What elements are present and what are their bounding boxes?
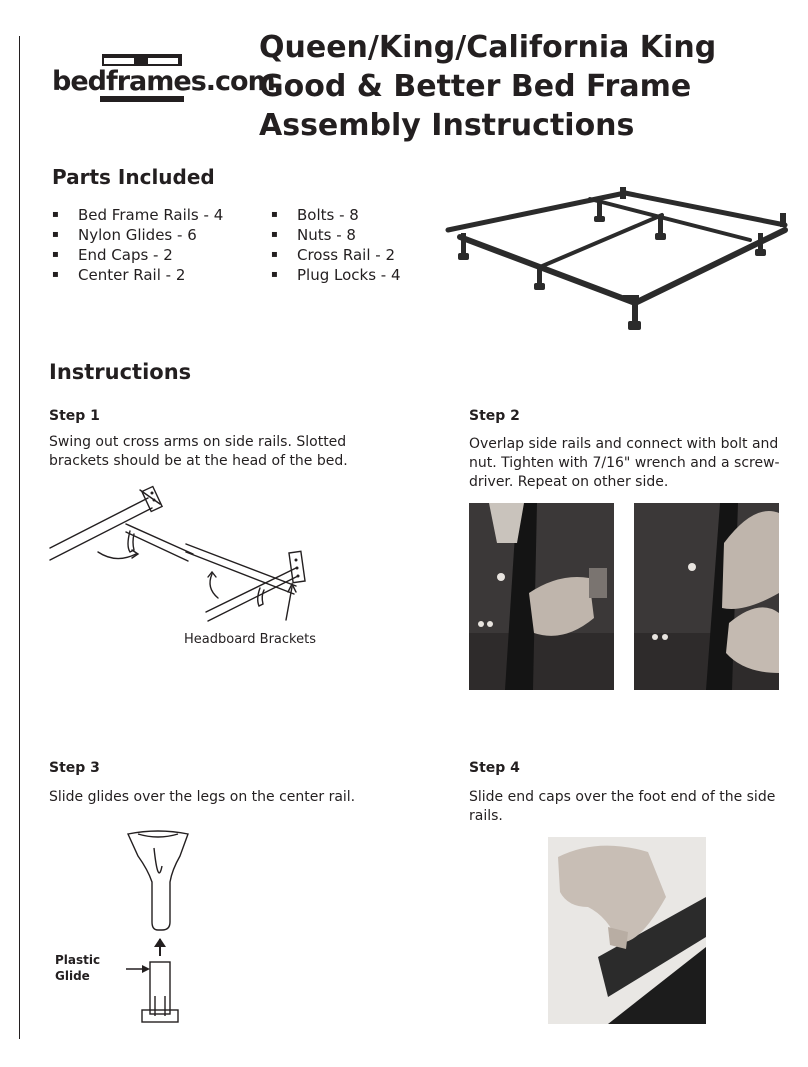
logo-wordmark: bedframes.com bbox=[52, 66, 275, 97]
page-title bbox=[259, 28, 799, 145]
part-item: ▪ Center Rail - 2 bbox=[52, 265, 223, 285]
step1-title: Step 1 bbox=[49, 408, 100, 424]
part-item: ▪ Nylon Glides - 6 bbox=[52, 225, 223, 245]
plastic-glide-label bbox=[55, 952, 100, 984]
step3-diagram bbox=[122, 826, 197, 1031]
part-item: ▪ Bolts - 8 bbox=[271, 205, 401, 225]
step3-text: Slide glides over the legs on the center rail. bbox=[49, 789, 356, 805]
step2-photo-2 bbox=[634, 503, 779, 690]
part-item: ▪ Bed Frame Rails - 4 bbox=[52, 205, 223, 225]
instructions-heading: Instructions bbox=[49, 360, 192, 384]
bed-frame-illustration bbox=[440, 185, 795, 335]
title-line-3: Assembly Instructions bbox=[259, 108, 635, 143]
parts-list-2 bbox=[271, 205, 401, 285]
title-line-1: Queen/King/California King bbox=[259, 30, 717, 65]
step4-title: Step 4 bbox=[469, 760, 520, 776]
part-item: ▪ Nuts - 8 bbox=[271, 225, 401, 245]
headboard-brackets-label: Headboard Brackets bbox=[184, 632, 316, 647]
parts-list-1 bbox=[52, 205, 223, 285]
title-line-2: Good & Better Bed Frame bbox=[259, 69, 692, 104]
step1-text: Swing out cross arms on side rails. Slotted brackets should be at the head of the bed. bbox=[49, 434, 348, 469]
step3-title: Step 3 bbox=[49, 760, 100, 776]
part-item: ▪ Plug Locks - 4 bbox=[271, 265, 401, 285]
step4-text: Slide end caps over the foot end of the side rails. bbox=[469, 789, 776, 824]
step2-title: Step 2 bbox=[469, 408, 520, 424]
step2-photo-1 bbox=[469, 503, 614, 690]
step4-photo bbox=[548, 837, 706, 1024]
margin-rule bbox=[19, 36, 20, 1039]
part-item: ▪ End Caps - 2 bbox=[52, 245, 223, 265]
plastic-glide-label-line1: Plastic bbox=[55, 953, 101, 967]
step1-diagram bbox=[48, 484, 348, 629]
parts-heading: Parts Included bbox=[52, 165, 215, 189]
step2-text: Overlap side rails and connect with bolt and nut. Tighten with 7/16" wrench and a screw-driver. Repeat on other side. bbox=[469, 436, 780, 490]
part-item: ▪ Cross Rail - 2 bbox=[271, 245, 401, 265]
plastic-glide-label-line2: Glide bbox=[55, 969, 90, 983]
